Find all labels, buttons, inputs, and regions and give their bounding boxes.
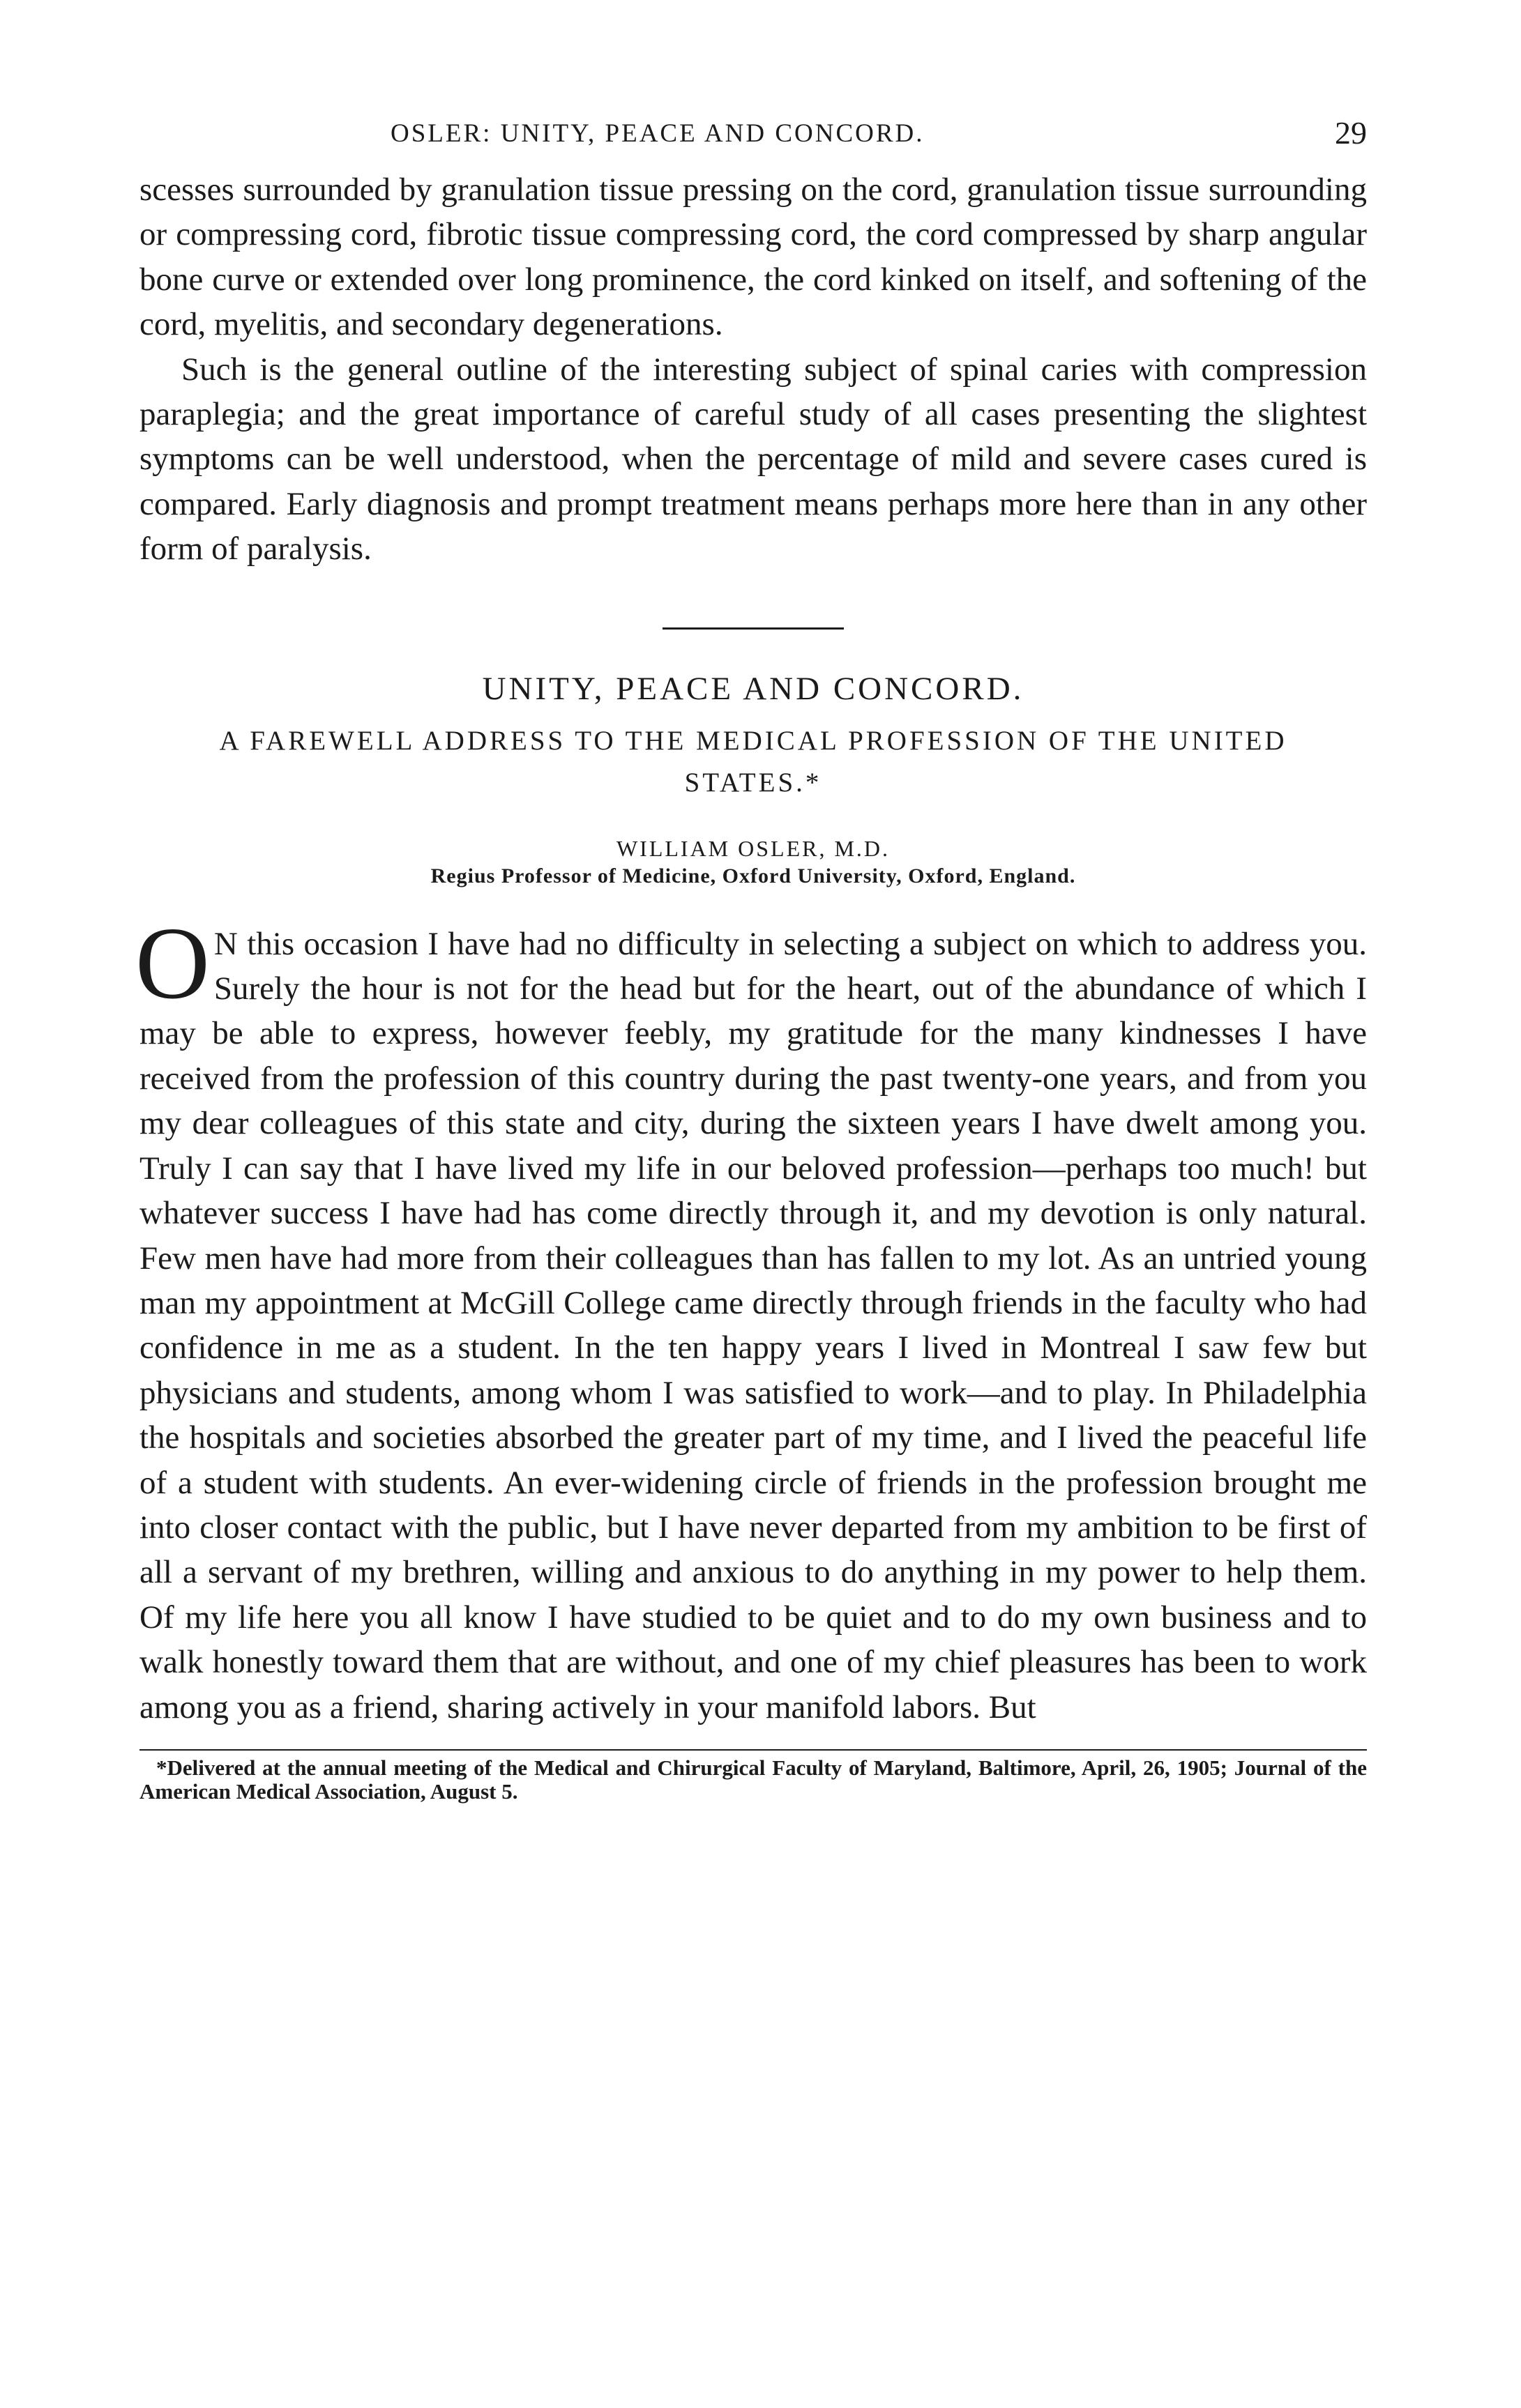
footnote-rule xyxy=(139,1749,1367,1751)
page-number: 29 xyxy=(1335,115,1367,151)
author-affiliation: Regius Professor of Medicine, Oxford University, Oxford, England. xyxy=(430,864,1076,887)
article-title: UNITY, PEACE AND CONCORD. xyxy=(482,670,1024,707)
page xyxy=(135,105,1367,1825)
footnote: *Delivered at the annual meeting of the Medical and Chirurgical Faculty of Maryland, Baltimore, April, 26, 1905; Journal of the American Medical Association, August 5. xyxy=(139,1755,1367,1804)
article-subtitle: A FAREWELL ADDRESS TO THE MEDICAL PROFESSION OF THE UNITED STATES.* xyxy=(219,725,1287,798)
section-divider xyxy=(663,627,844,630)
author-name: WILLIAM OSLER, M.D. xyxy=(616,835,891,861)
conclusion-paragraph: Such is the general outline of the interesting subject of spinal caries with compression paraplegia; and the great importance of careful study of all cases presenting the slightest symptoms can be well understood, when the percentage of mild and severe cases cured is compared. Early diagnosis and prompt treatment means perhaps more here than in any other form of paralysis. xyxy=(139,351,1367,567)
opening-paragraph-block xyxy=(135,906,1367,1730)
body-paragraph: N this occasion I have had no difficulty in selecting a subject on which to address you. Surely the hour is not for the head but for the heart, out of the abundance of which I may be able to express, however feebly, my gratitude for the many kindnesses I have received from the profession of this country during the past twenty-one years, and from you my dear colleagues of this state and city, during the sixteen years I have dwelt among you. Truly I can say that I have lived my life in our beloved profession—perhaps too much! but whatever success I have had has come directly through it, and my devotion is only natural. Few men have had more from their colleagues than has fallen to my lot. As an untried young man my appointment at McGill College came directly through friends in the faculty who had confidence in me as a student. In the ten happy years I lived in Montreal I saw few but physicians and students, among whom I was satisfied to work—and to play. In Philadelphia the hospitals and societies absorbed the greater part of my time, and I lived the peaceful life of a student with students. An ever-widening circle of friends in the profession brought me into closer contact with the public, but I have never departed from my ambition to be first of all a servant of my brethren, willing and anxious to do anything in my power to help them. Of my life here you all know I have studied to be quiet and to do my own business and to walk honestly toward them that are without, and one of my chief pleasures has been to work among you as a friend, sharing actively in your manifold labors. But xyxy=(139,925,1367,1725)
running-head xyxy=(139,105,1367,151)
continuation-paragraph: scesses surrounded by granulation tissue pressing on the cord, granulation tissue surrounding or compressing cord, fibrotic tissue compressing cord, the cord compressed by sharp angular bone curve or extended over long prominence, the cord kinked on itself, and softening of the cord, myelitis, and secondary degenerations. xyxy=(139,172,1367,343)
running-title: OSLER: UNITY, PEACE AND CONCORD. xyxy=(391,119,925,148)
drop-cap: O xyxy=(135,906,210,1021)
